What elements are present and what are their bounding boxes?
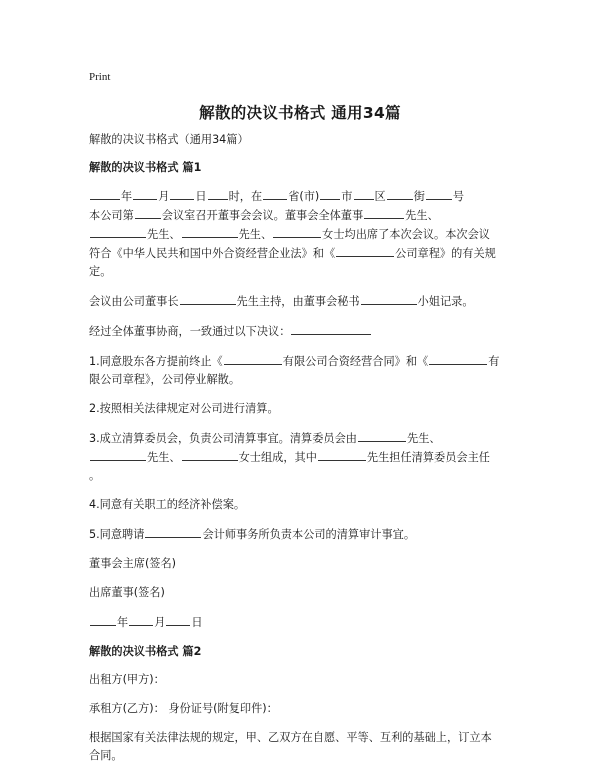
blank: [90, 225, 146, 238]
blank: [145, 525, 201, 538]
signature-date: 年 月 日: [89, 613, 521, 632]
blank: [358, 429, 406, 442]
blank: [318, 448, 366, 461]
blank: [263, 187, 287, 200]
resolution-item-1: 1.同意股东各方提前终止《 有限公司合资经营合同》和《 有 限公司章程》，公司停业解散。: [89, 352, 521, 389]
chairman-signature: 董事会主席(签名): [89, 557, 177, 570]
paragraph-host: 会议由公司董事长 先生主持，由董事会秘书 小姐记录。: [89, 292, 521, 311]
blank: [90, 613, 116, 626]
blank: [429, 352, 487, 365]
blank: [166, 613, 190, 626]
paragraph-resolution-intro: 经过全体董事协商，一致通过以下决议：: [89, 322, 521, 341]
blank: [208, 187, 228, 200]
document-subtitle: 解散的决议书格式（通用34篇）: [89, 133, 249, 146]
blank: [354, 187, 374, 200]
resolution-item-3: 3.成立清算委员会，负责公司清算事宜。清算委员会由 先生、 先生、 女士组成，其中 先生担任清算委员会主任 。: [89, 429, 521, 485]
paragraph-meeting-info: 年 月 日 时，在 省(市) 市 区 街 号 本公司第 会议室召开董事会会议。董事会全体董事 先生、 先生、 先生、 女士均出席了本次会议。本次会议 符合《中华人民共和国中外合资经营企业法》和《 公司章程》的有关规 定。: [89, 187, 521, 281]
lessee-line: 承租方(乙方)： 身份证号(附复印件)：: [89, 702, 278, 715]
resolution-item-5: 5.同意聘请 会计师事务所负责本公司的清算审计事宜。: [89, 525, 521, 544]
document-title: 解散的决议书格式 通用34篇: [199, 104, 401, 122]
blank: [336, 244, 394, 257]
print-label[interactable]: Print: [89, 71, 111, 83]
blank: [182, 448, 238, 461]
contract-intro: 根据国家有关法律法规的规定，甲、乙双方在自愿、平等、互利的基础上，订立本 合同。: [89, 731, 492, 762]
blank: [364, 206, 404, 219]
blank: [361, 292, 417, 305]
blank: [182, 225, 238, 238]
blank: [135, 206, 161, 219]
blank: [291, 322, 371, 335]
resolution-item-4: 4.同意有关职工的经济补偿案。: [89, 498, 246, 511]
section-heading-2: 解散的决议书格式 篇2: [89, 645, 202, 658]
document-body: [89, 131, 521, 776]
directors-signature: 出席董事(签名): [89, 586, 165, 599]
blank: [387, 187, 413, 200]
section-heading-1: 解散的决议书格式 篇1: [89, 161, 202, 174]
blank: [224, 352, 282, 365]
blank: [426, 187, 452, 200]
blank: [90, 448, 146, 461]
lessor-line: 出租方(甲方)：: [89, 673, 165, 686]
blank: [320, 187, 340, 200]
blank: [133, 187, 157, 200]
resolution-item-2: 2.按照相关法律规定对公司进行清算。: [89, 402, 279, 415]
blank: [273, 225, 321, 238]
blank: [129, 613, 153, 626]
blank: [180, 292, 236, 305]
blank: [170, 187, 194, 200]
blank: [90, 187, 120, 200]
